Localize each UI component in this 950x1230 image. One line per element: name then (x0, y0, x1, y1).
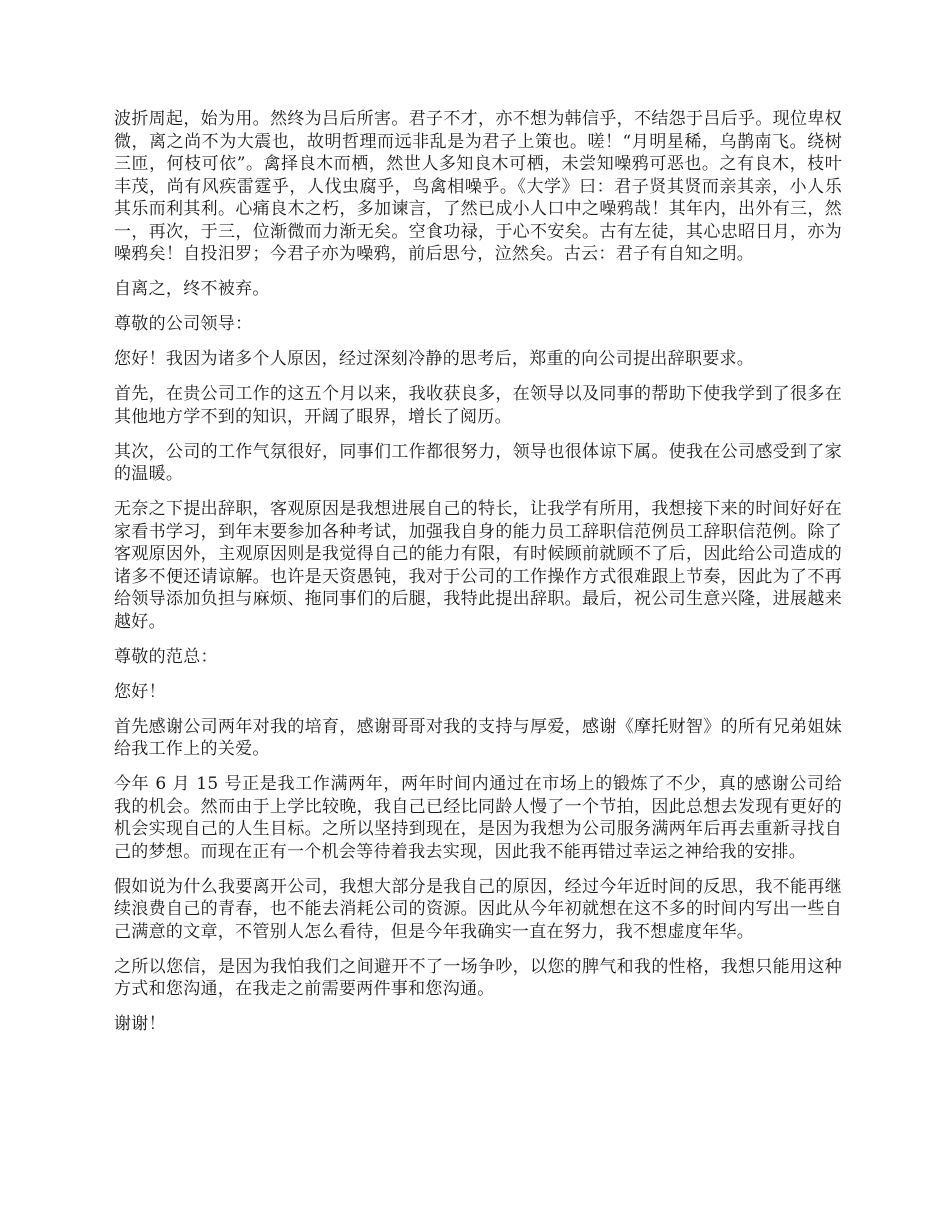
document-body (114, 108, 842, 1048)
paragraph-greeting: 您好！ (114, 681, 166, 702)
salutation-manager-fan: 尊敬的范总： (114, 646, 218, 667)
paragraph-second-reason: 其次，公司的工作气氛很好，同事们工作都很努力，领导也很体谅下属。使我在公司感受到了家的温暖。 (114, 441, 842, 484)
paragraph-greeting-resignation: 您好！我因为诸多个人原因，经过深刻冷静的思考后，郑重的向公司提出辞职要求。 (114, 349, 755, 369)
paragraph-closing-thanks: 谢谢！ (114, 1014, 166, 1034)
paragraph-resignation-reasons: 无奈之下提出辞职，客观原因是我想进展自己的特长，让我学有所用，我想接下来的时间好好在家看书学习，到年末要参加各种考试，加强我自身的能力员工辞职信范例员工辞职信范例。除了客观原因外，主观原因则是我觉得自己的能力有限，有时候顾前就顾不了后，因此给公司造成的诸多不便还请谅解。也许是天资愚钝，我对于公司的工作操作方式很难跟上节奏，因此为了不再给领导添加负担与麻烦、拖同事们的后腿，我特此提出辞职。最后，祝公司生意兴隆，进展越来越好。 (114, 499, 842, 632)
paragraph-closing-line: 自离之，终不被弃。 (114, 279, 270, 299)
paragraph-why-letter: 之所以您信，是因为我怕我们之间避开不了一场争吵，以您的脾气和我的性格，我想只能用这种方式和您沟通，在我走之前需要两件事和您沟通。 (114, 956, 842, 999)
paragraph-thanks: 首先感谢公司两年对我的培育，感谢哥哥对我的支持与厚爱，感谢《摩托财智》的所有兄弟姐妹给我工作上的关爱。 (114, 716, 842, 759)
paragraph-first-reason: 首先，在贵公司工作的这五个月以来，我收获良多，在领导以及同事的帮助下使我学到了很多在其他地方学不到的知识，开阔了眼界，增长了阅历。 (114, 384, 842, 427)
salutation-company-leaders: 尊敬的公司领导： (114, 314, 253, 334)
paragraph-two-years: 今年 6 月 15 号正是我工作满两年，两年时间内通过在市场上的锻炼了不少，真的感谢公司给我的机会。然而由于上学比较晚，我自己已经比同龄人慢了一个节拍，因此总想去发现有更好的机会实现自己的人生目标。之所以坚持到现在，是因为我想为公司服务满两年后再去重新寻找自己的梦想。而现在正有一个机会等待着我去实现，因此我不能再错过幸运之神给我的安排。 (114, 774, 842, 862)
paragraph-why-leaving: 假如说为什么我要离开公司，我想大部分是我自己的原因，经过今年近时间的反思，我不能再继续浪费自己的青春，也不能去消耗公司的资源。因此从今年初就想在这不多的时间内写出一些自己满意的文章，不管别人怎么看待，但是今年我确实一直在努力，我不想虚度年华。 (114, 876, 842, 942)
paragraph-classical-text: 波折周起，始为用。然终为吕后所害。君子不才，亦不想为韩信乎，不结怨于吕后乎。现位卑权微，离之尚不为大震也，故明哲理而远非乱是为君子上策也。嗟！“月明星稀，乌鹊南飞。绕树三匝，何枝可依”。禽择良木而栖，然世人多知良木可栖，未尝知噪鸦可恶也。之有良木，枝叶丰茂，尚有风疾雷霆乎，人伐虫腐乎，鸟禽相噪乎。《大学》曰：君子贤其贤而亲其亲，小人乐其乐而利其利。心痛良木之朽，多加谏言，了然已成小人口中之噪鸦哉！其年内，出外有三，然一，再次，于三，位渐微而力渐无矣。空食功禄，于心不安矣。古有左徒，其心忠昭日月，亦为噪鸦矣！自投汨罗；今君子亦为噪鸦，前后思兮，泣然矣。古云：君子有自知之明。 (114, 109, 842, 264)
